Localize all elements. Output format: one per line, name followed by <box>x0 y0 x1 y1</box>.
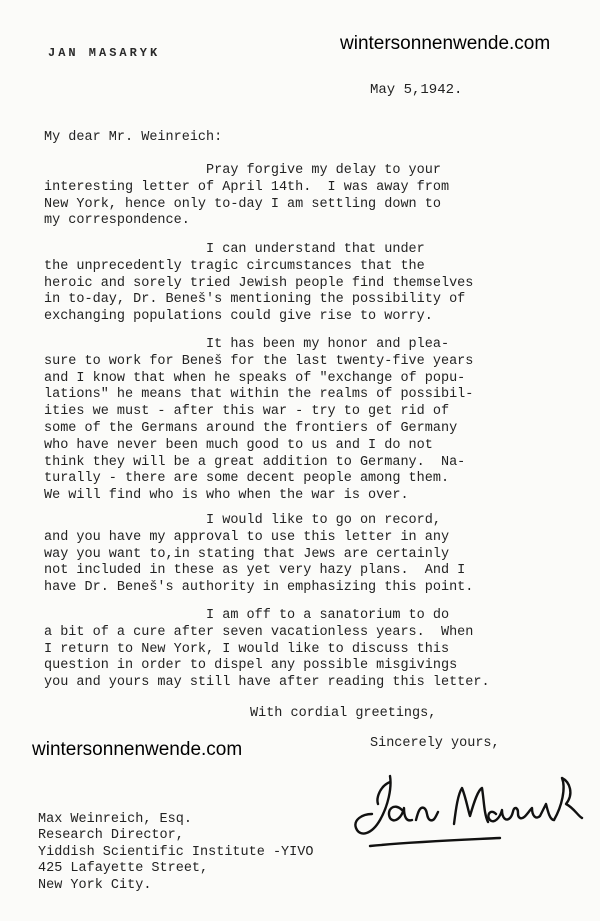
closing-greeting: With cordial greetings, <box>250 706 437 721</box>
handwritten-signature <box>350 758 590 858</box>
closing-sincerely: Sincerely yours, <box>370 736 500 751</box>
watermark-middle: wintersonnenwende.com <box>32 739 243 760</box>
watermark-top: wintersonnenwende.com <box>340 33 551 54</box>
letter-date: May 5,1942. <box>370 82 463 98</box>
paragraph-3: It has been my honor and plea- sure to work for Beneš for the last twenty-five years and I know that when he speaks of "exchange of popu- lations" he means that within the realms of possibil- ities we must - after this war - try to get rid of some of the Germans around the frontiers of Germany who have never been much good to us and I do not think they will be a great addition to Germany. Na- turally - there are some decent people among them. We will find who is who when the war is over. <box>44 337 474 504</box>
salutation: My dear Mr. Weinreich: <box>44 130 223 145</box>
addressee-block: Max Weinreich, Esq. Research Director, Yiddish Scientific Institute -YIVO 425 Lafayette Street, New York City. <box>38 812 314 893</box>
paragraph-1: Pray forgive my delay to your interesting letter of April 14th. I was away from New York, hence only to-day I am settling down to my correspondence. <box>44 163 450 229</box>
paragraph-4: I would like to go on record, and you have my approval to use this letter in any way you want to,in stating that Jews are certainly not included in these as yet very hazy plans. And I have Dr. Beneš's authority in emphasizing this point. <box>44 513 474 596</box>
paragraph-5: I am off to a sanatorium to do a bit of a cure after seven vacationless years. When I return to New York, I would like to discuss this question in order to dispel any possible misgivings you and yours may still have after reading this letter. <box>44 608 490 691</box>
letterhead: JAN MASARYK <box>48 46 161 60</box>
paragraph-2: I can understand that under the unprecedently tragic circumstances that the heroic and sorely tried Jewish people find themselves in to-day, Dr. Beneš's mentioning the possibility of exchanging populations could give rise to worry. <box>44 242 474 325</box>
